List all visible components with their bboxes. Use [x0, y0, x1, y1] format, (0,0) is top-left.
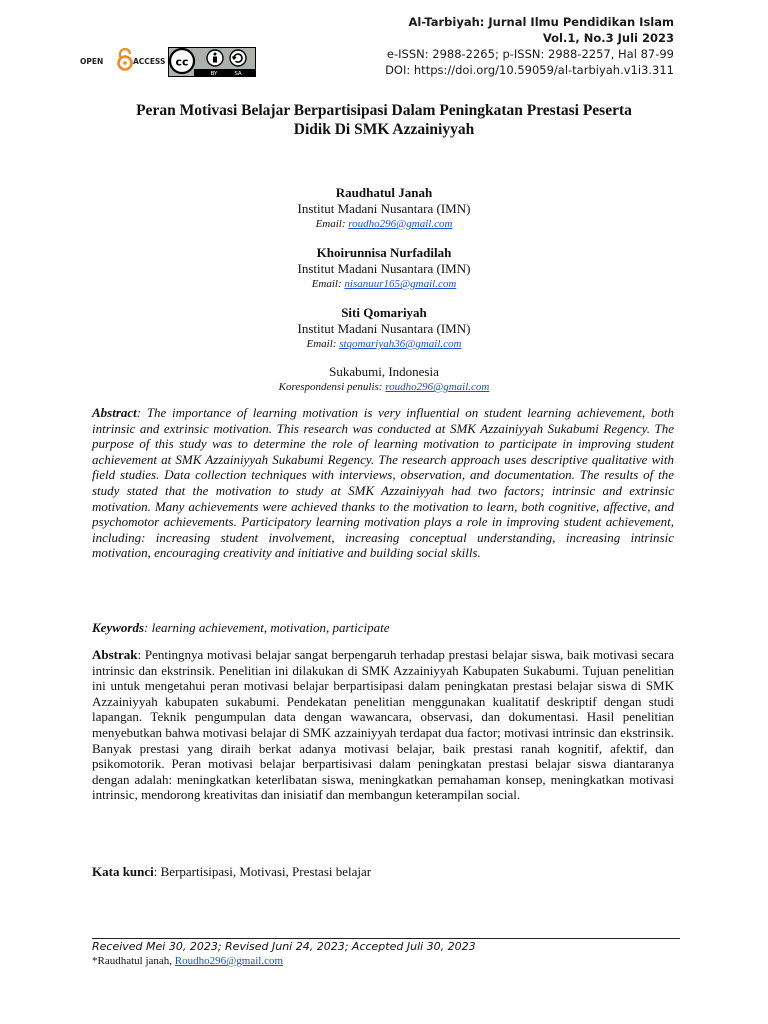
- correspondence-email-link[interactable]: roudho296@gmail.com: [385, 381, 490, 393]
- author-affiliation: Institut Madani Nusantara (IMN): [297, 321, 471, 336]
- author-block-2: [0, 245, 768, 292]
- journal-name: Al-Tarbiyah: Jurnal Ilmu Pendidikan Islam: [408, 15, 674, 29]
- paper-title: [60, 101, 708, 139]
- location-block: [0, 364, 768, 395]
- keywords-text: : learning achievement, motivation, participate: [144, 620, 390, 635]
- abstrak-text: : Pentingnya motivasi belajar sangat berpengaruh terhadap prestasi belajar siswa, baik motivasi secara intrinsic dan ekstrinsik. Penelitian ini dilakukan di SMK Azzainiyyah Kabupaten Sukabumi. Tujuan penelitian ini untuk mengetahui peran motivasi belajar berpartisipasi dalam peningkatan prestasi belajar siswa di SMK Azzainiyyah kabupaten sukabumi. Pendekatan penelitian menggunakan kualitatif deskriptif dengan studi lapangan. Teknik pengumpulan data dengan wawancara, observasi, dan dokumentasi. Hasil penelitian menyebutkan bahwa motivasi belajar di SMK azzainiyyah terdapat dua factor; motivasi intrinsic dan ekstrinsik. Banyak prestasi yang diraih berkat adanya motivasi belajar, baik prestasi ranah kognitif, afektif, dan psikomotorik. Peran motivasi belajar berpartisivasi dalam peningkatan prestasi belajar siswa diantaranya dengan adalah: meningkatkan keterlibatan siswa, meningkatkan pemahaman konsep, meningkatkan motivasi intrinsic, mendorong kreativitas dan inisiatif dan membangun keterampilan social.: [92, 647, 674, 803]
- author-email-line: [0, 217, 768, 232]
- journal-volume: Vol.1, No.3 Juli 2023: [542, 31, 674, 45]
- footer-divider: [92, 938, 680, 939]
- email-label: Email:: [306, 338, 340, 350]
- footer-correspondence: [92, 955, 283, 967]
- author-affiliation: Institut Madani Nusantara (IMN): [297, 201, 471, 216]
- footer-corr-email-link[interactable]: Roudho296@gmail.com: [174, 955, 284, 967]
- journal-doi[interactable]: DOI: https://doi.org/10.59059/al-tarbiyah.v1i3.311: [385, 63, 674, 77]
- keywords-label: Keywords: [92, 620, 144, 635]
- author-affiliation: Institut Madani Nusantara (IMN): [297, 261, 471, 276]
- journal-issn: e-ISSN: 2988-2265; p-ISSN: 2988-2257, Hal 87-99: [386, 47, 674, 61]
- open-lock-icon: [119, 49, 132, 70]
- author-email-line: [0, 277, 768, 292]
- open-access-left-text: OPEN: [80, 57, 104, 66]
- open-access-logo: [80, 48, 170, 72]
- author-email-link[interactable]: stqomariyah36@gmail.com: [339, 338, 462, 350]
- by-person-icon: [207, 50, 223, 66]
- title-line-2: Didik Di SMK Azzainiyyah: [293, 121, 475, 138]
- abstract-english: [92, 405, 674, 561]
- author-name: Khoirunnisa Nurfadilah: [316, 245, 452, 260]
- title-line-1: Peran Motivasi Belajar Berpartisipasi Dalam Peningkatan Prestasi Peserta: [136, 102, 632, 119]
- author-email-link[interactable]: roudho296@gmail.com: [348, 218, 453, 230]
- correspondence-line: [0, 380, 768, 395]
- cc-icon-text: cc: [175, 55, 189, 69]
- kata-kunci-label: Kata kunci: [92, 864, 154, 879]
- share-alike-icon: [230, 50, 246, 66]
- email-label: Email:: [311, 278, 345, 290]
- abstract-label: Abstract: [92, 405, 137, 420]
- cc-by-sa-logo: [168, 47, 256, 77]
- abstrak-label: Abstrak: [92, 647, 138, 662]
- keywords-english: [92, 620, 674, 636]
- abstract-text: : The importance of learning motivation is very influential on student learning achievement, both intrinsic and extrinsic motivation. This research was conducted at SMK Azzainiyyah Sukabumi Regency. The purpose of this study was to determine the role of learning motivation to participate in improving student achievement at SMK Azzainiyyah Sukabumi Regency. The research approach uses descriptive qualitative with field studies. Data collection techniques with interviews, observation, and documentation. The results of the study stated that the motivation to study at SMK Azzainiyyah had two factors; intrinsic and extrinsic motivation. Many achievements were achieved thanks to the motivation to learn, both cognitive, affective, and psychomotor achievements. Participatory learning motivation plays a role in improving student achievement, including: increasing student involvement, increasing conceptual understanding, increasing intrinsic motivation, encouraging creativity and initiative and building social skills.: [92, 405, 674, 561]
- author-name: Raudhatul Janah: [335, 185, 433, 200]
- correspondence-label: Korespondensi penulis:: [278, 381, 386, 393]
- author-block-1: [0, 185, 768, 232]
- location: Sukabumi, Indonesia: [329, 364, 439, 379]
- kata-kunci-text: : Berpartisipasi, Motivasi, Prestasi belajar: [153, 864, 372, 879]
- author-block-3: [0, 305, 768, 352]
- open-access-right-text: ACCESS: [133, 57, 166, 66]
- sa-label: SA: [234, 71, 242, 77]
- email-label: Email:: [315, 218, 349, 230]
- received-dates: Received Mei 30, 2023; Revised Juni 24, 2023; Accepted Juli 30, 2023: [92, 940, 476, 953]
- footer-corr-prefix: *Raudhatul janah,: [92, 955, 175, 967]
- keywords-indonesian: [92, 864, 674, 880]
- author-email-link[interactable]: nisanuur165@gmail.com: [344, 278, 457, 290]
- author-name: Siti Qomariyah: [341, 305, 427, 320]
- author-email-line: [0, 337, 768, 352]
- abstract-indonesian: [92, 647, 674, 803]
- by-label: BY: [210, 71, 218, 77]
- journal-header: [385, 14, 674, 78]
